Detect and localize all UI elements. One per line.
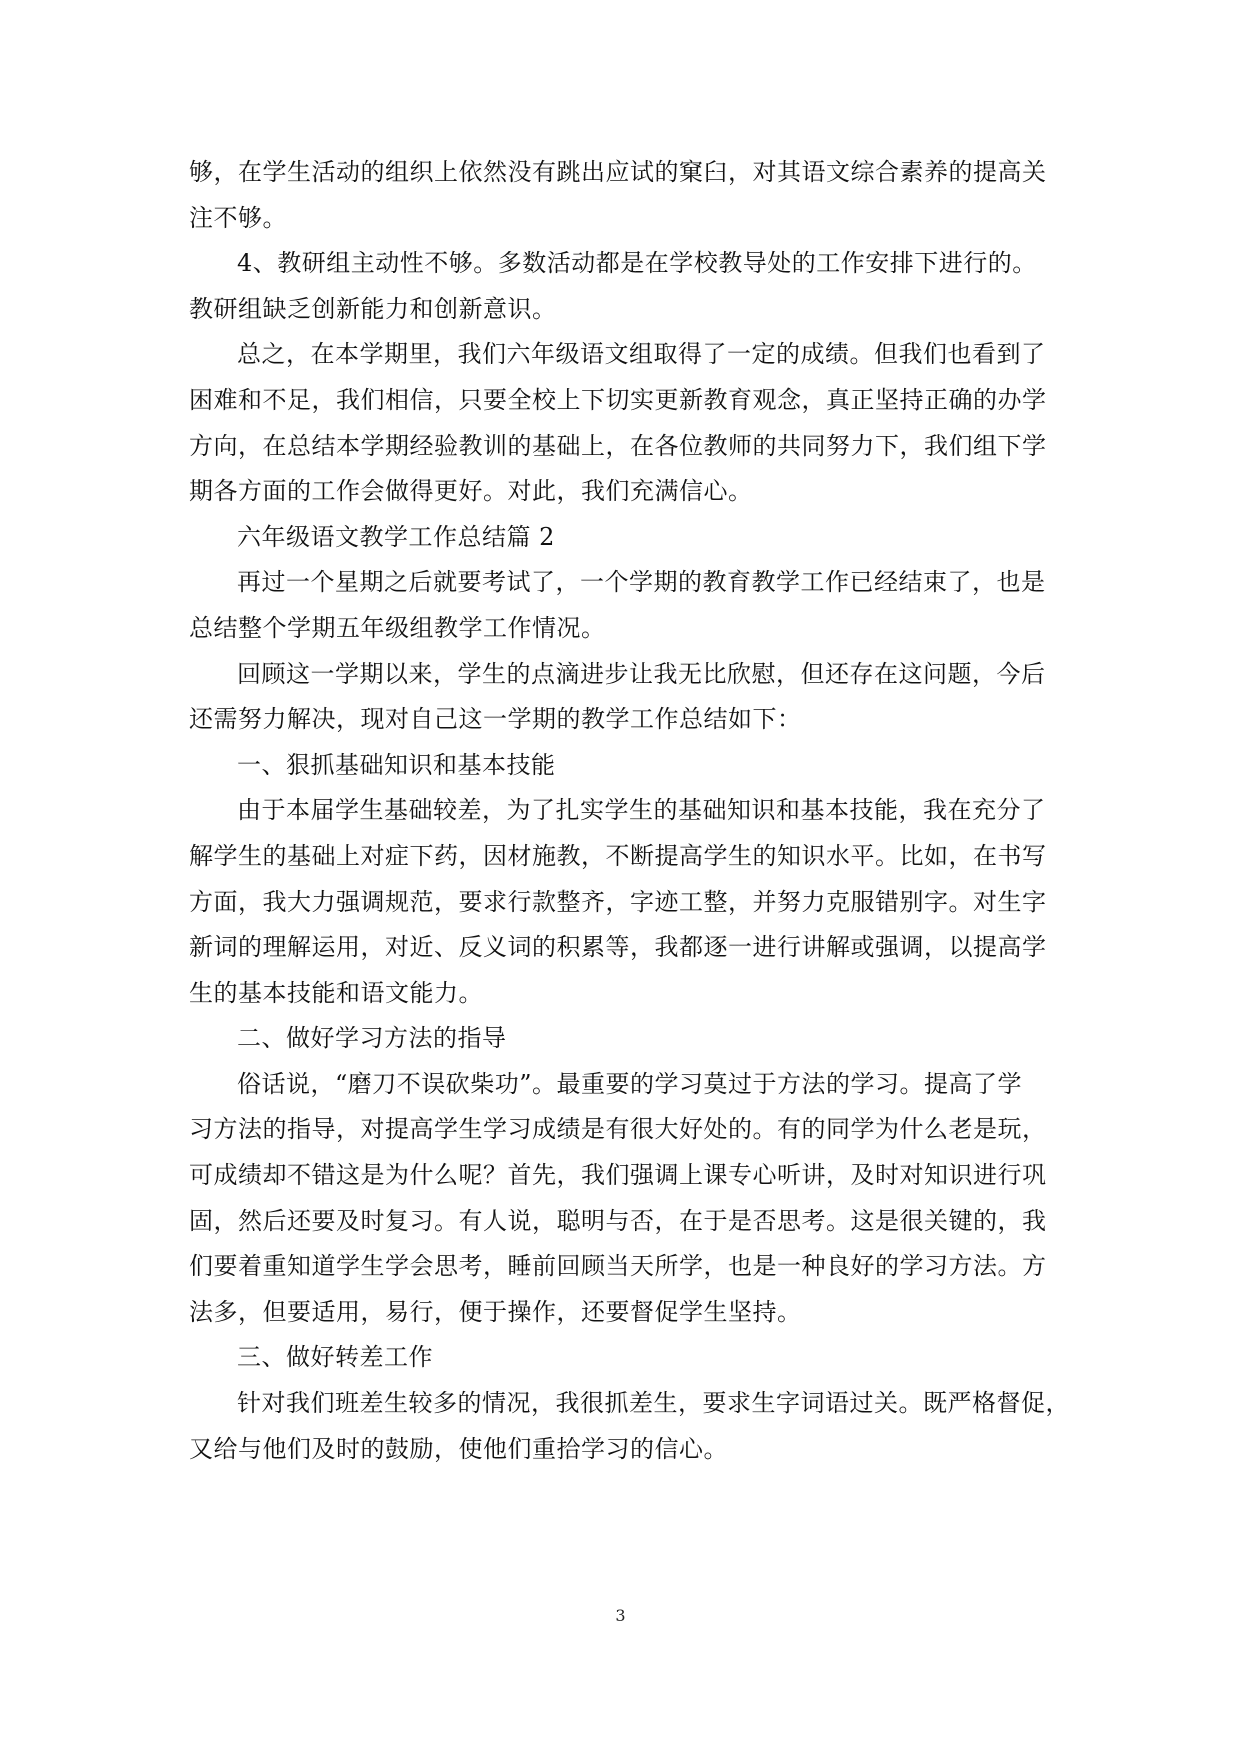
text-line: 还需努力解决，现对自己这一学期的教学工作总结如下： xyxy=(189,705,802,734)
page-number: 3 xyxy=(615,1606,626,1625)
subsection-heading: 二、做好学习方法的指导 xyxy=(237,1024,507,1053)
text-line: 法多，但要适用，易行，便于操作，还要督促学生坚持。 xyxy=(189,1297,802,1326)
text-line: 可成绩却不错这是为什么呢？首先，我们强调上课专心听讲，及时对知识进行巩 xyxy=(189,1161,1047,1190)
text-line: 方面，我大力强调规范，要求行款整齐，字迹工整，并努力克服错别字。对生字 xyxy=(189,887,1047,916)
document-body xyxy=(189,150,1070,1472)
text-line: 期各方面的工作会做得更好。对此，我们充满信心。 xyxy=(189,477,753,506)
subsection-heading: 一、狠抓基础知识和基本技能 xyxy=(237,750,556,779)
text-line: 新词的理解运用，对近、反义词的积累等，我都逐一进行讲解或强调，以提高学 xyxy=(189,933,1047,962)
section-heading: 六年级语文教学工作总结篇 2 xyxy=(237,522,555,551)
text-line: 总之，在本学期里，我们六年级语文组取得了一定的成绩。但我们也看到了 xyxy=(237,340,1046,369)
text-line: 习方法的指导，对提高学生学习成绩是有很大好处的。有的同学为什么老是玩， xyxy=(189,1115,1047,1144)
text-line: 固，然后还要及时复习。有人说，聪明与否，在于是否思考。这是很关键的，我 xyxy=(189,1206,1047,1235)
text-line: 4、教研组主动性不够。多数活动都是在学校教导处的工作安排下进行的。 xyxy=(237,249,1037,278)
text-line: 俗话说，“磨刀不误砍柴功”。最重要的学习莫过于方法的学习。提高了学 xyxy=(237,1069,1023,1098)
text-line: 回顾这一学期以来，学生的点滴进步让我无比欣慰，但还存在这问题，今后 xyxy=(237,659,1046,688)
text-line: 总结整个学期五年级组教学工作情况。 xyxy=(189,613,606,642)
text-line: 又给与他们及时的鼓励，使他们重拾学习的信心。 xyxy=(189,1434,728,1463)
subsection-heading: 三、做好转差工作 xyxy=(237,1343,433,1372)
text-line: 们要着重知道学生学会思考，睡前回顾当天所学，也是一种良好的学习方法。方 xyxy=(189,1252,1047,1281)
text-line: 由于本届学生基础较差，为了扎实学生的基础知识和基本技能，我在充分了 xyxy=(237,796,1046,825)
text-line: 解学生的基础上对症下药，因材施教，不断提高学生的知识水平。比如，在书写 xyxy=(189,841,1047,870)
text-line: 困难和不足，我们相信，只要全校上下切实更新教育观念，真正坚持正确的办学 xyxy=(189,385,1047,414)
text-line: 教研组缺乏创新能力和创新意识。 xyxy=(189,294,557,323)
text-line: 方向，在总结本学期经验教训的基础上，在各位教师的共同努力下，我们组下学 xyxy=(189,431,1047,460)
text-line: 再过一个星期之后就要考试了，一个学期的教育教学工作已经结束了，也是 xyxy=(237,568,1046,597)
text-line: 针对我们班差生较多的情况，我很抓差生，要求生字词语过关。既严格督促， xyxy=(237,1389,1070,1418)
text-line: 注不够。 xyxy=(189,203,287,232)
text-line: 生的基本技能和语文能力。 xyxy=(189,978,483,1007)
text-line: 够，在学生活动的组织上依然没有跳出应试的窠臼，对其语文综合素养的提高关 xyxy=(189,158,1047,186)
